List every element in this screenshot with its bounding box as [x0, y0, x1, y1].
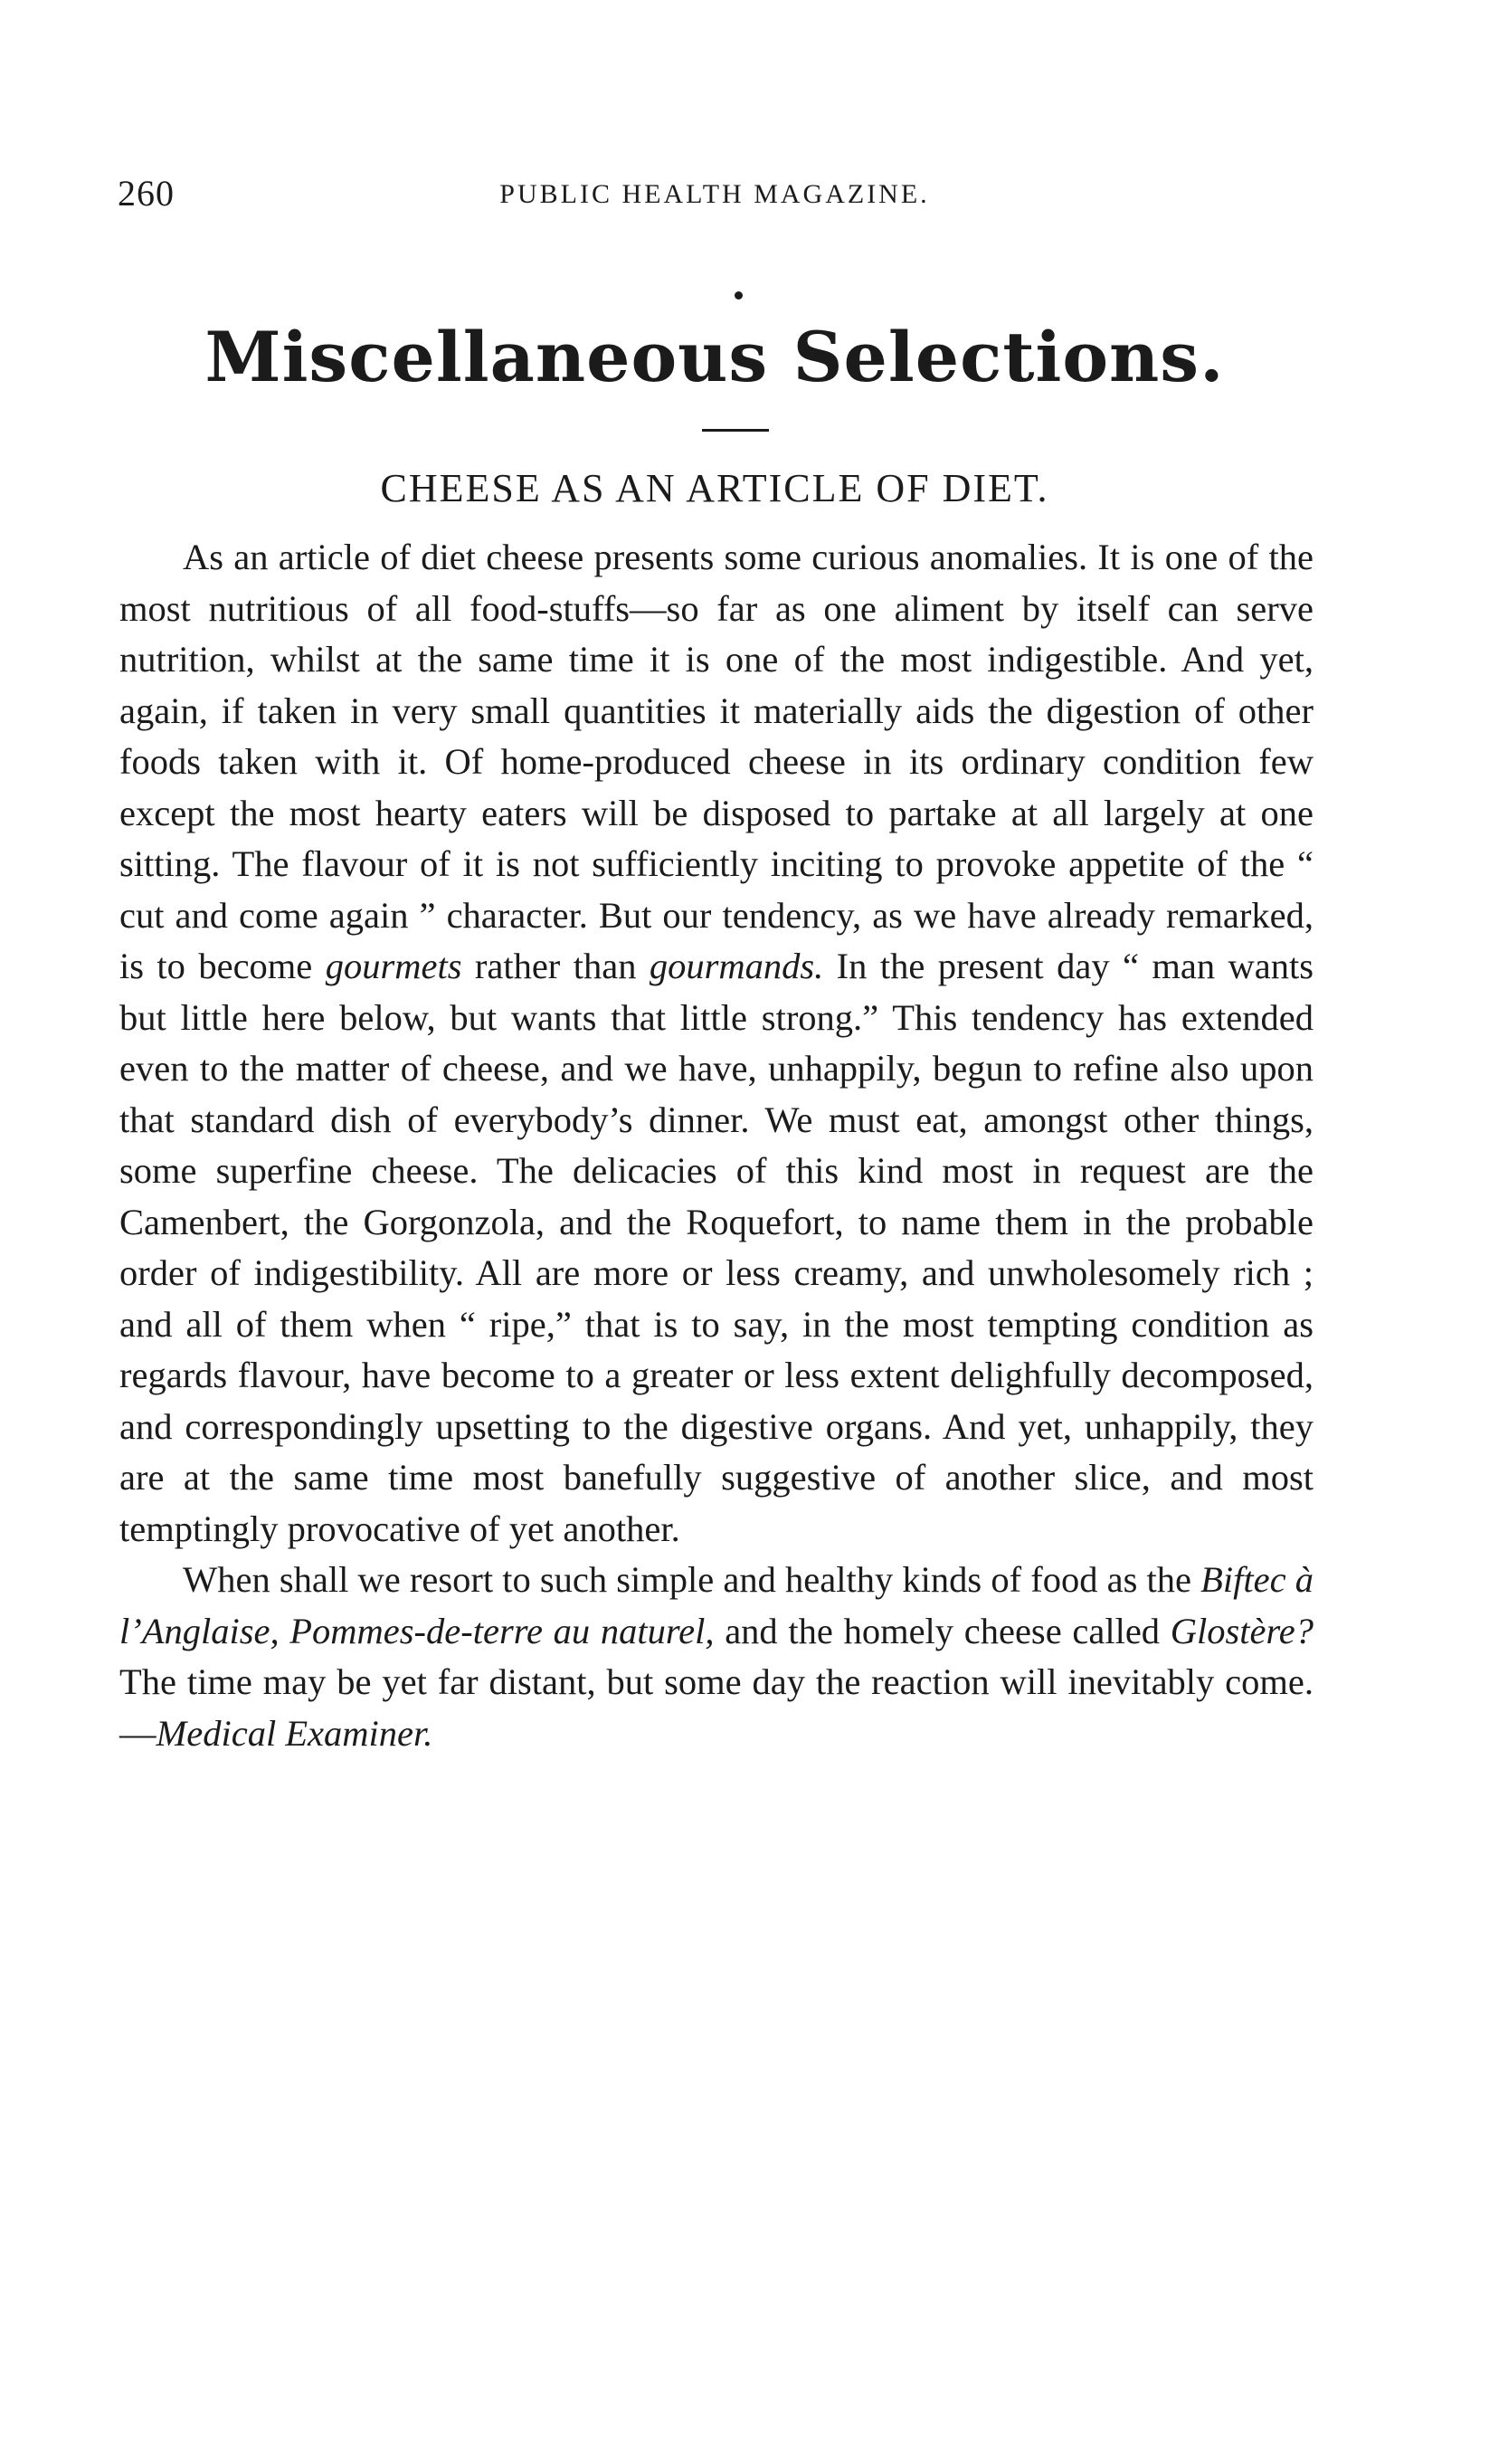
journal-title: PUBLIC HEALTH MAGAZINE. — [499, 179, 930, 209]
paragraph-2-mid-2: The time may be yet far distant, but some day the reaction will inevitably come.— — [119, 1661, 1314, 1754]
paragraph-1-rest: In the present day “ man wants but little here below, but wants that little strong.” This tendency has extended even to the matter of cheese, and we have, unhappily, begun to refine also upon that standard dish of everybody’s dinner. We must eat, amongst other things, some superfine cheese. The delicacies of this kind most in request are the Camenbert, the Gorgonzola, and the Roquefort, to name them in the probable order of indigestibility. All are more or less creamy, and unwholesomely rich ; and all of them when “ ripe,” that is to say, in the most tempting condition as regards flavour, have become to a greater or less extent delighfully decomposed, and correspondingly upsetting to the digestive organs. And yet, unhappily, they are at the same time most banefully suggestive of another slice, and most temptingly provocative of yet another. — [119, 946, 1314, 1549]
italic-gourmands: gourmands. — [649, 946, 824, 986]
italic-glostere: Glostère? — [1170, 1610, 1314, 1651]
article-body — [119, 532, 1314, 1759]
page-number: 260 — [118, 173, 175, 214]
paragraph-1 — [119, 532, 1314, 1555]
italic-source: Medical Examiner. — [156, 1712, 433, 1754]
italic-gourmets: gourmets — [325, 946, 462, 986]
paragraph-2-mid-1: and the homely cheese called — [714, 1610, 1171, 1651]
running-head — [118, 172, 1312, 226]
article-heading: CHEESE AS AN ARTICLE OF DIET. — [380, 466, 1049, 510]
paragraph-1-mid: rather than — [461, 946, 650, 986]
paragraph-2-start: When shall we resort to such simple and healthy kinds of food as the — [183, 1559, 1201, 1600]
paragraph-2 — [119, 1555, 1314, 1759]
title-rule — [702, 429, 769, 432]
ornament-dot — [735, 291, 743, 300]
paragraph-1-text: As an article of diet cheese presents some curious anomalies. It is one of the most nutritious of all food-stuffs—so far as one aliment by itself can serve nutrition, whilst at the same time it is one of the most indigestible. And yet, again, if taken in very small quantities it materially aids the digestion of other foods taken with it. Of home-produced cheese in its ordinary condition few except the most hearty eaters will be disposed to partake at all largely at one sitting. The flavour of it is not sufficiently inciting to provoke appetite of the “ cut and come again ” character. But our tendency, as we have already remarked, is to become — [119, 537, 1314, 986]
italic-dishes: Biftec à l’Anglaise, Pommes-de-terre au naturel, — [119, 1559, 1314, 1651]
section-title: Miscellaneous Selections. — [204, 317, 1225, 397]
